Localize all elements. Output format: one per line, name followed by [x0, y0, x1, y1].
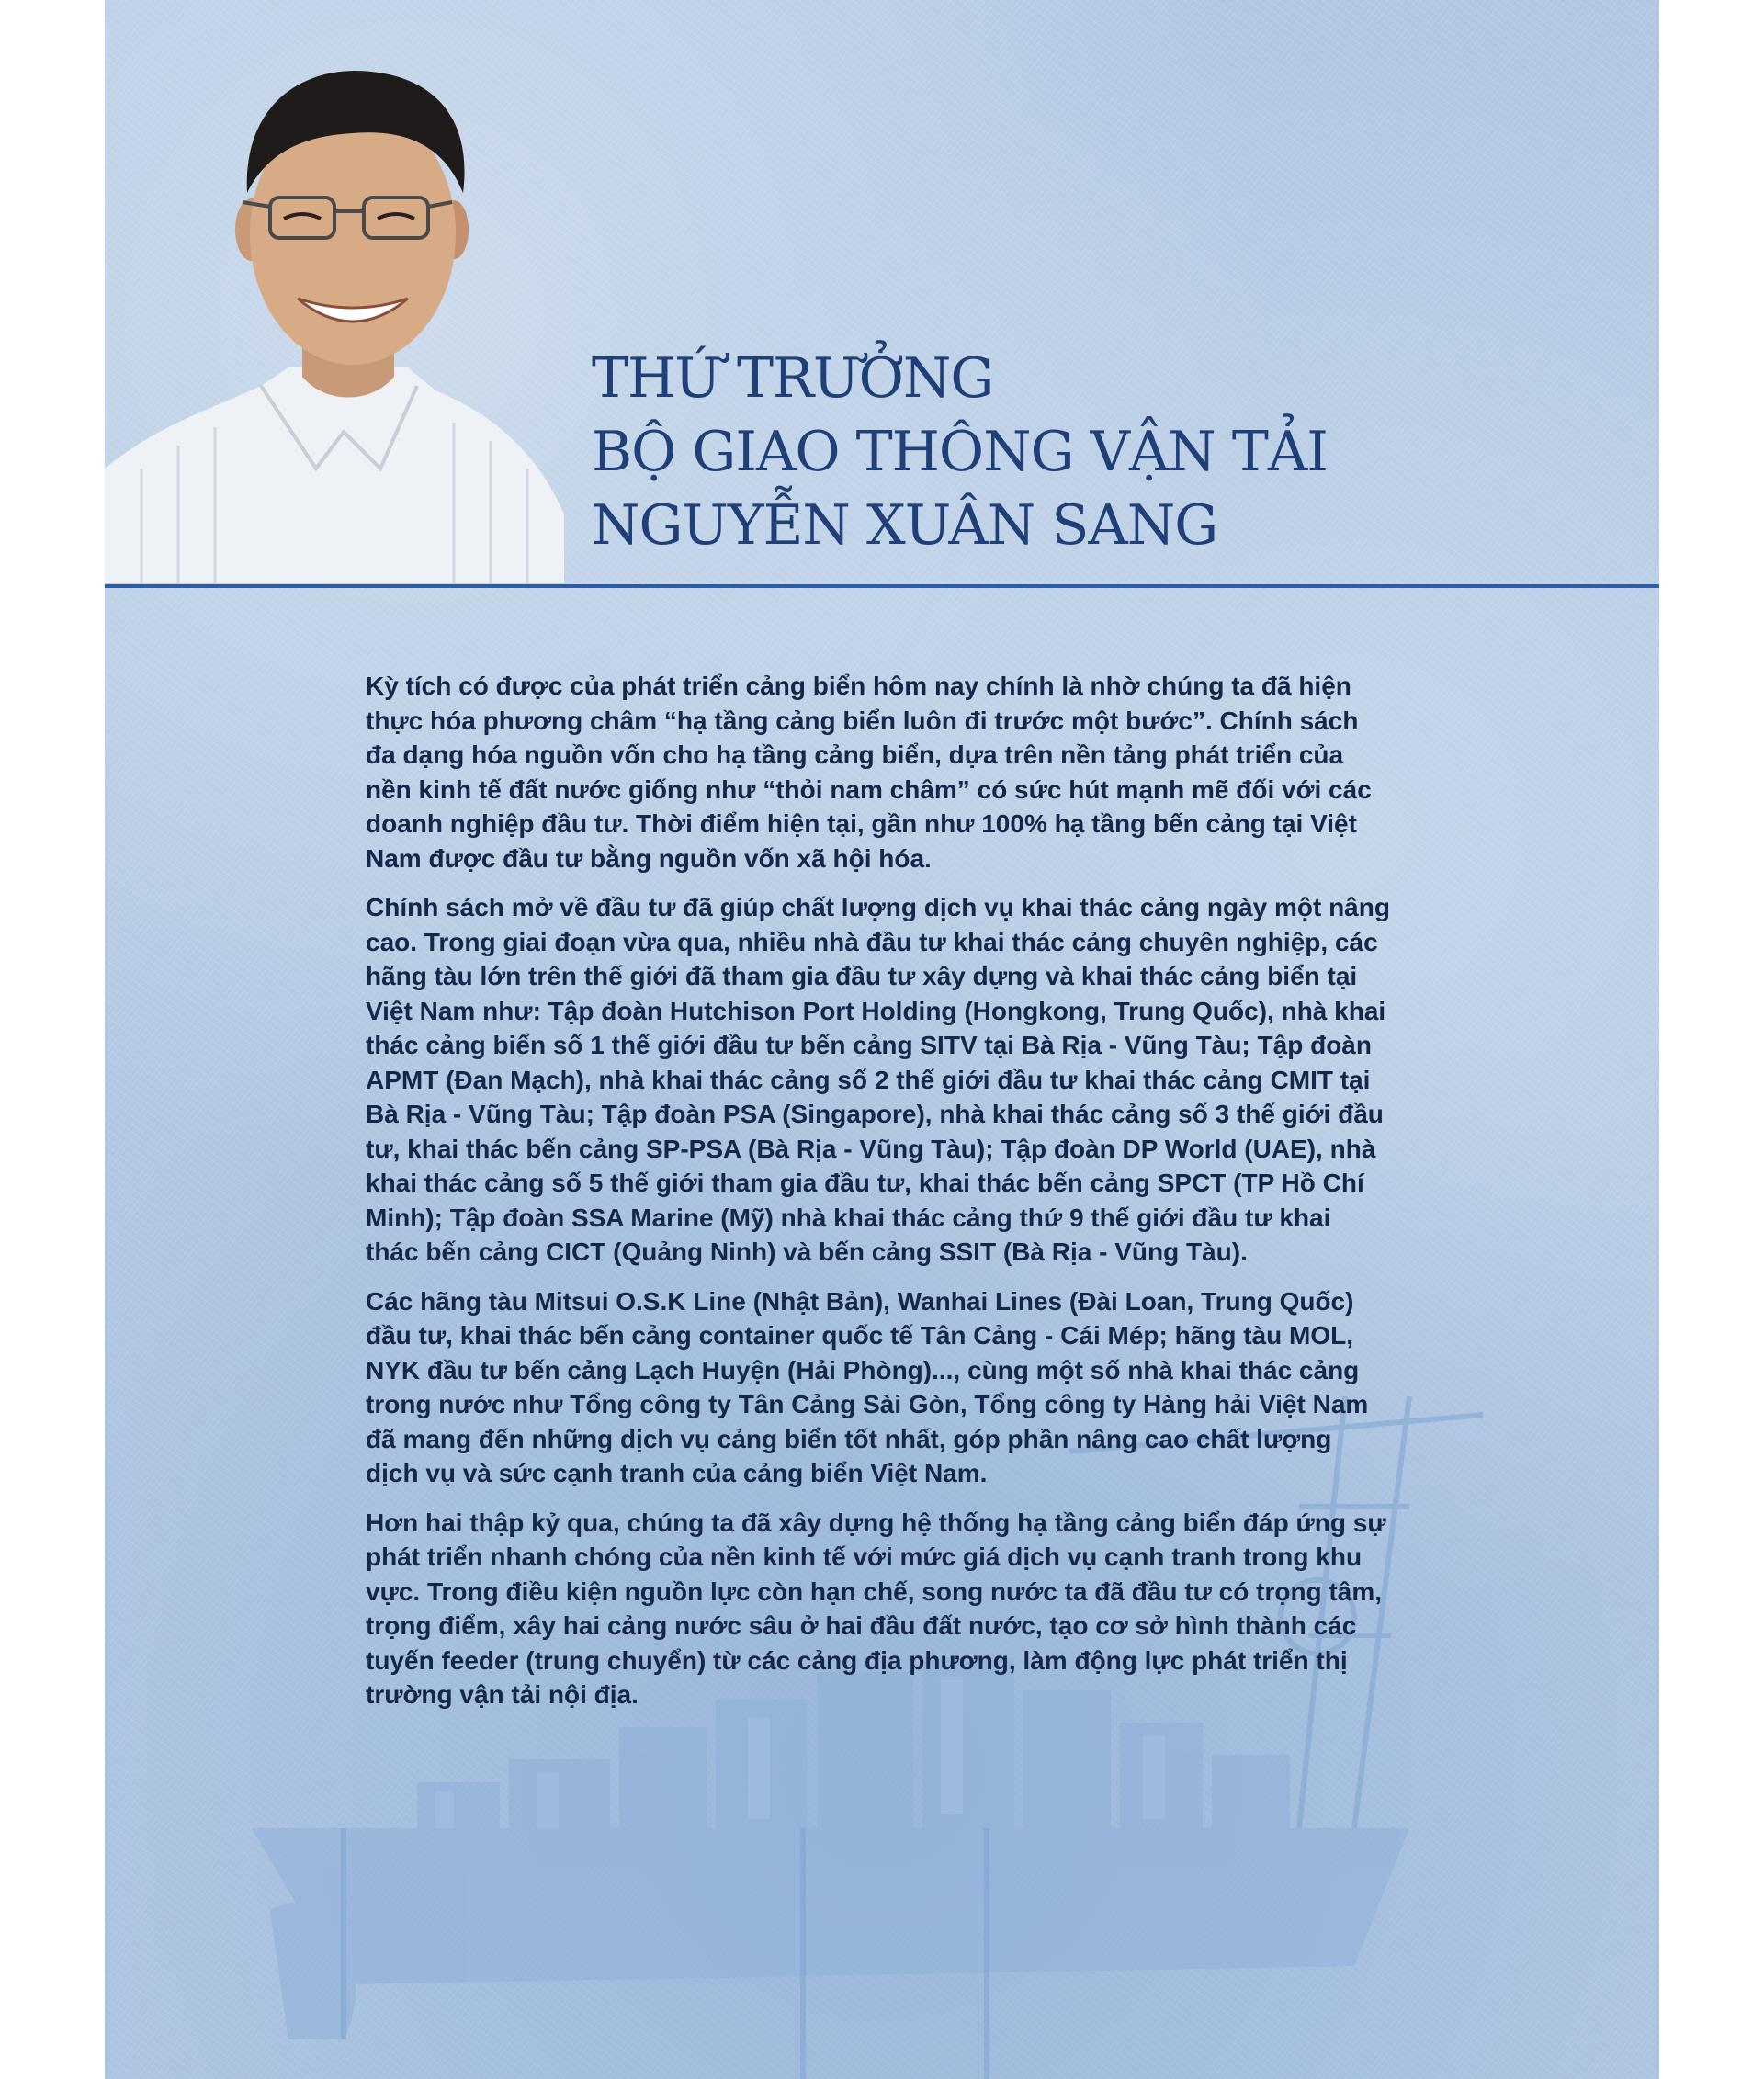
title-divider: [105, 584, 1659, 588]
portrait-photo: [105, 37, 564, 583]
paragraph-4: Hơn hai thập kỷ qua, chúng ta đã xây dựng hệ thống hạ tầng cảng biển đáp ứng sự phát triển nhanh chóng của nền kinh tế với mức giá dịch vụ cạnh tranh trong khu vực. Trong điều kiện nguồn lực còn hạn chế, song nước ta đã đầu tư có trọng tâm, trọng điểm, xây hai cảng nước sâu ở hai đầu đất nước, tạo cơ sở hình thành các tuyến feeder (trung chuyển) từ các cảng địa phương, làm động lực phát triển thị trường vận tải nội địa.: [366, 1508, 1386, 1709]
title-line-1: THỨ TRƯỞNG: [592, 346, 994, 411]
title-line-2: BỘ GIAO THÔNG VẬN TẢI: [592, 420, 1328, 484]
title-line-3: NGUYỄN XUÂN SANG: [592, 493, 1218, 558]
magazine-page: [105, 0, 1659, 2079]
article-body: [366, 669, 1390, 1727]
paragraph-1: Kỳ tích có được của phát triển cảng biển hôm nay chính là nhờ chúng ta đã hiện thực hóa phương châm “hạ tầng cảng biển luôn đi trước một bước”. Chính sách đa dạng hóa nguồn vốn cho hạ tầng cảng biển, dựa trên nền tảng phát triển của nền kinh tế đất nước giống như “thỏi nam châm” có sức hút mạnh mẽ đối với các doanh nghiệp đầu tư. Thời điểm hiện tại, gần như 100% hạ tầng bến cảng tại Việt Nam được đầu tư bằng nguồn vốn xã hội hóa.: [366, 672, 1372, 873]
page-title: [592, 342, 1328, 562]
paragraph-2: Chính sách mở về đầu tư đã giúp chất lượng dịch vụ khai thác cảng ngày một nâng cao. Trong giai đoạn vừa qua, nhiều nhà đầu tư khai thác cảng chuyên nghiệp, các hãng tàu lớn trên thế giới đã tham gia đầu tư xây dựng và khai thác cảng biển tại Việt Nam như: Tập đoàn Hutchison Port Holding (Hongkong, Trung Quốc), nhà khai thác cảng biển số 1 thế giới đầu tư bến cảng SITV tại Bà Rịa - Vũng Tàu; Tập đoàn APMT (Đan Mạch), nhà khai thác cảng số 2 thế giới đầu tư khai thác cảng CMIT tại Bà Rịa - Vũng Tàu; Tập đoàn PSA (Singapore), nhà khai thác cảng số 3 thế giới đầu tư, khai thác bến cảng SP-PSA (Bà Rịa - Vũng Tàu); Tập đoàn DP World (UAE), nhà khai thác cảng số 5 thế giới tham gia đầu tư, khai thác bến cảng SPCT (TP Hồ Chí Minh); Tập đoàn SSA Marine (Mỹ) nhà khai thác cảng thứ 9 thế giới đầu tư khai thác bến cảng CICT (Quảng Ninh) và bến cảng SSIT (Bà Rịa - Vũng Tàu).: [366, 893, 1390, 1266]
paragraph-3: Các hãng tàu Mitsui O.S.K Line (Nhật Bản), Wanhai Lines (Đài Loan, Trung Quốc) đầu tư, khai thác bến cảng container quốc tế Tân Cảng - Cái Mép; hãng tàu MOL, NYK đầu tư bến cảng Lạch Huyện (Hải Phòng)..., cùng một số nhà khai thác cảng trong nước như Tổng công ty Tân Cảng Sài Gòn, Tổng công ty Hàng hải Việt Nam đã mang đến những dịch vụ cảng biển tốt nhất, góp phần nâng cao chất lượng dịch vụ và sức cạnh tranh của cảng biển Việt Nam.: [366, 1286, 1369, 1487]
